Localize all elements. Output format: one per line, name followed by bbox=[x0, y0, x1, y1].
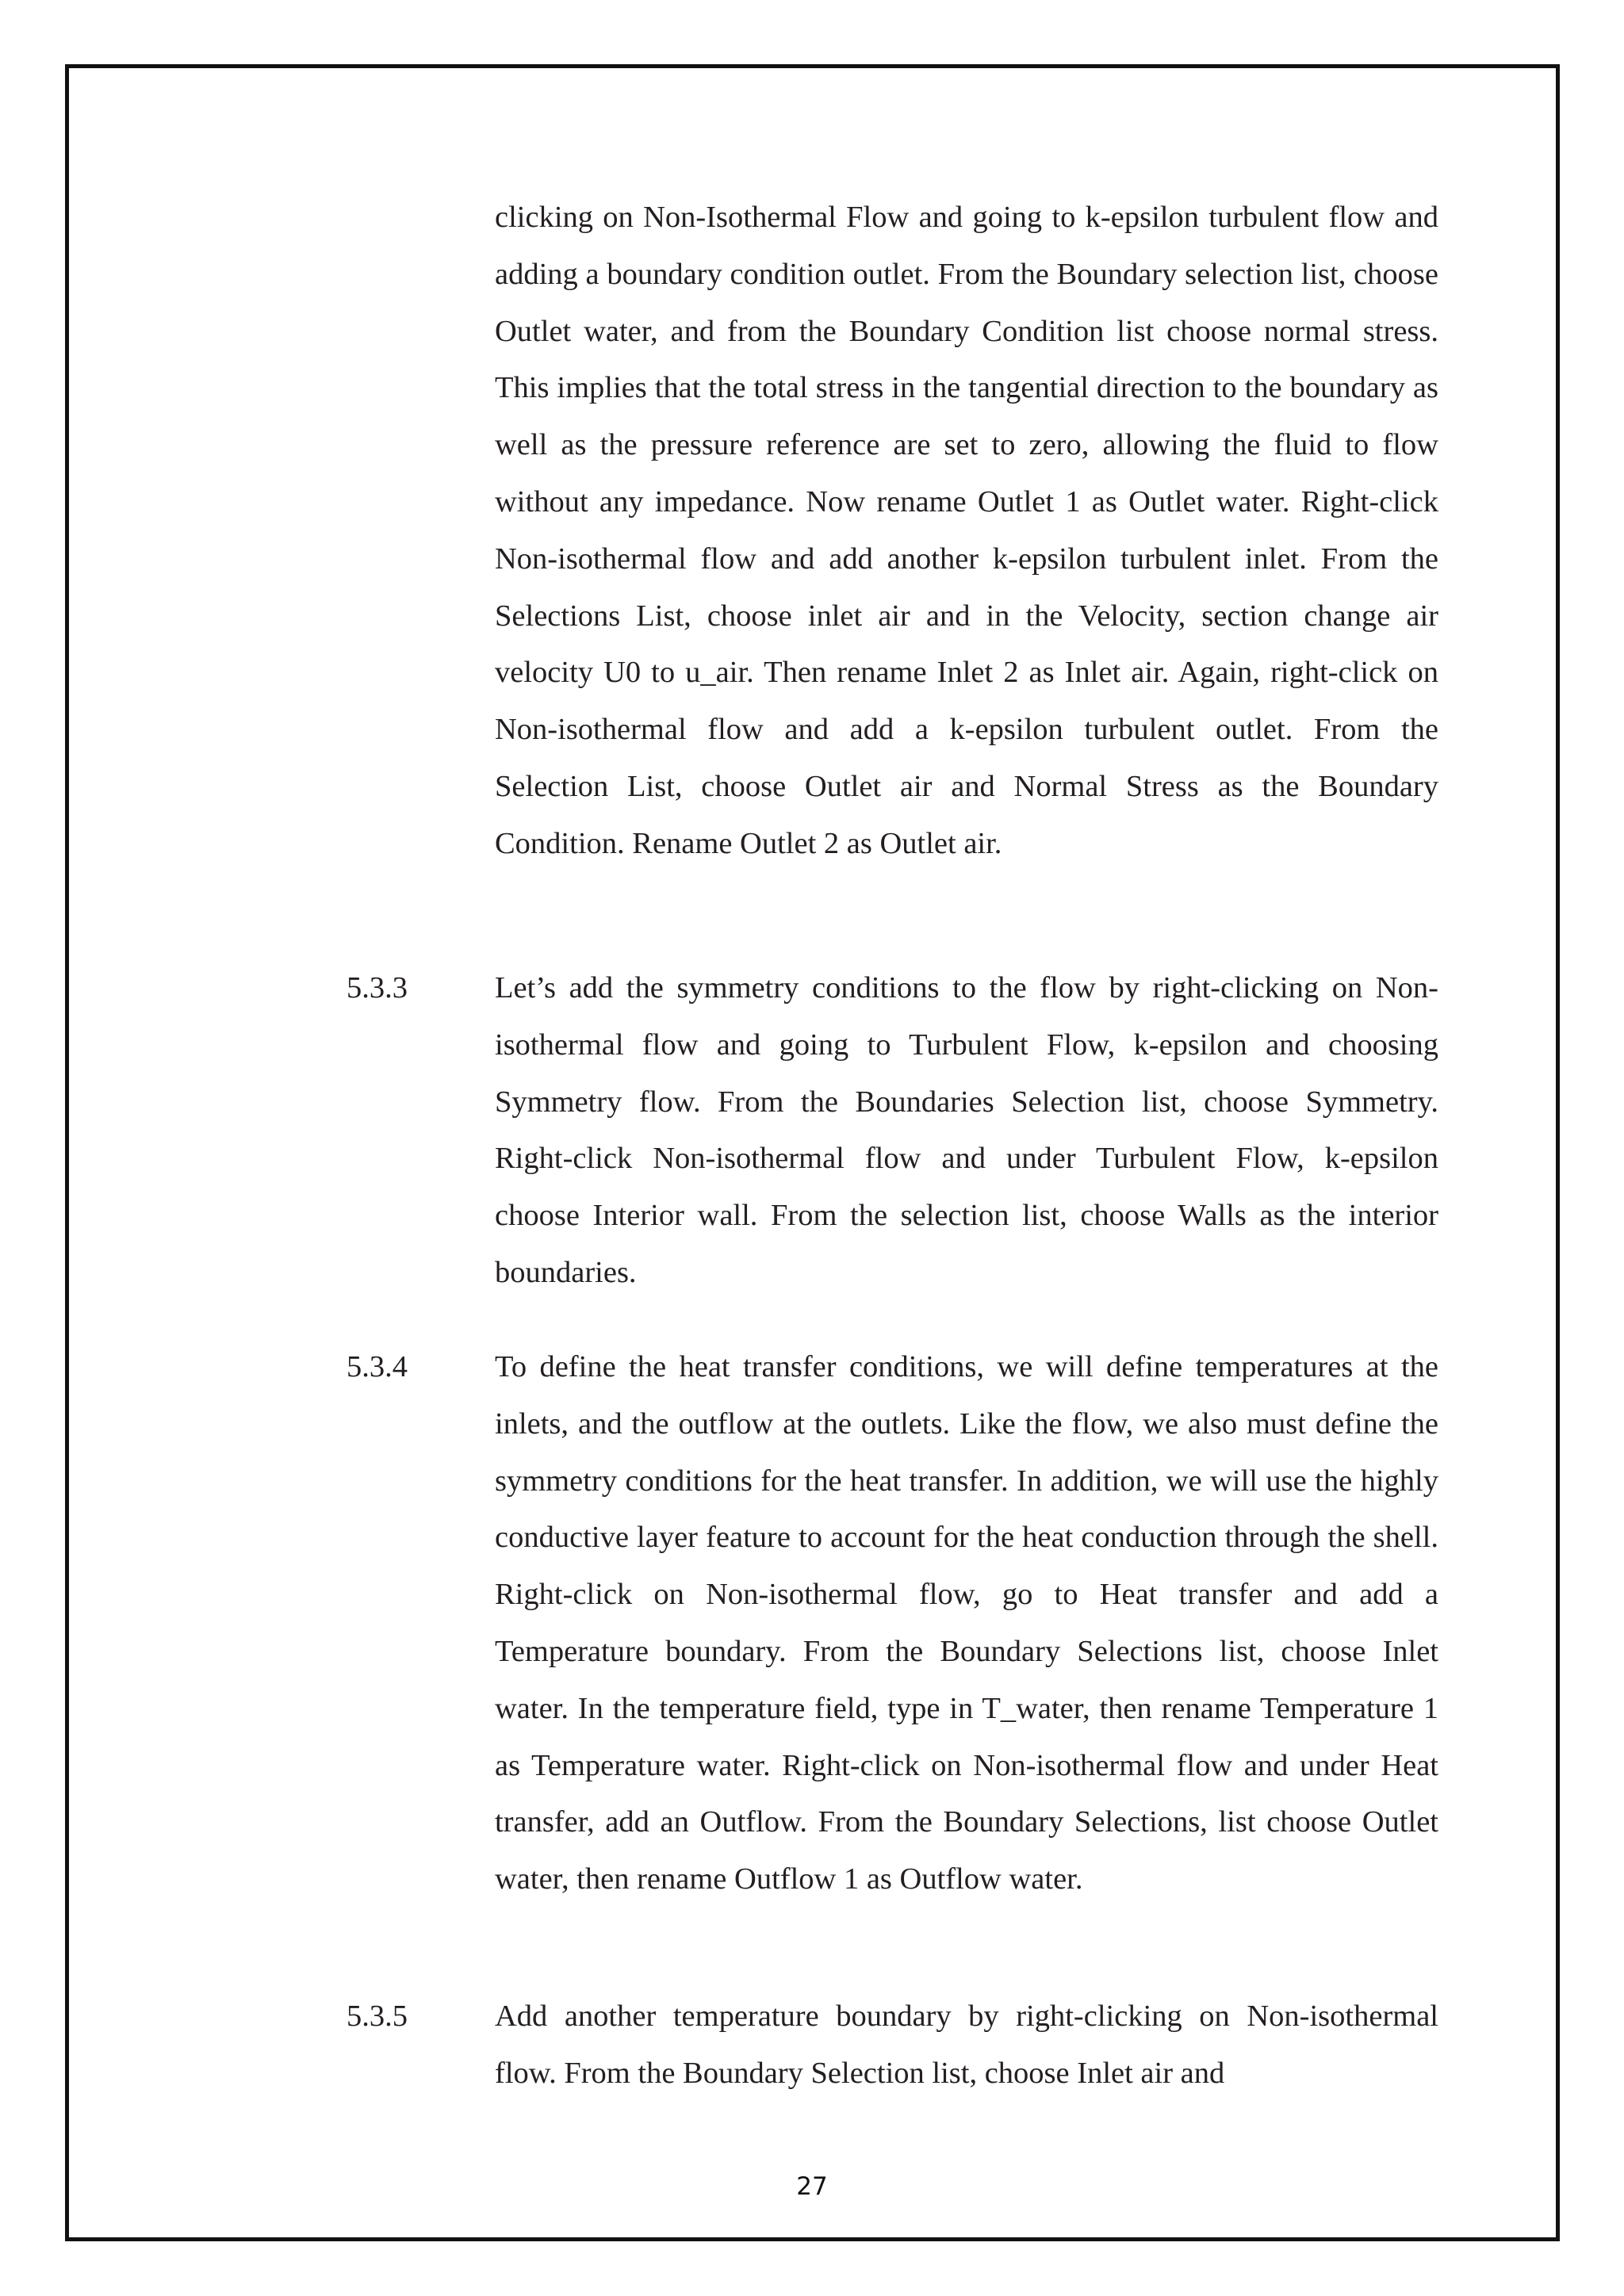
section-paragraph: To define the heat transfer conditions, we will define temperatures at the inlets, and the outflow at the outlets. Like the flow, we also must define the symmetry conditions for the heat transfer. In addition, we will use the highly conductive layer feature to account for the heat conduction through the shell. Right-click on Non-isothermal flow, go to Heat transfer and add a Temperature boundary. From the Boundary Selections list, choose Inlet water. In the temperature field, type in T_water, then rename Temperature 1 as Temperature water. Right-click on Non-isothermal flow and under Heat transfer, add an Outflow. From the Boundary Selections, list choose Outlet water, then rename Outflow 1 as Outflow water. bbox=[495, 1350, 1438, 1896]
section-number: 5.3.5 bbox=[347, 1999, 408, 2033]
page-number: 27 bbox=[796, 2172, 828, 2201]
section-paragraph: Let’s add the symmetry conditions to the flow by right-clicking on Non-isothermal flow and going to Turbulent Flow, k-epsilon and choosing Symmetry flow. From the Boundaries Selection list, choose Symmetry. Right-click Non-isothermal flow and under Turbulent Flow, k-epsilon choose Interior wall. From the selection list, choose Walls as the interior boundaries. bbox=[495, 971, 1438, 1289]
section-number: 5.3.4 bbox=[347, 1350, 408, 1383]
section-number: 5.3.3 bbox=[347, 971, 408, 1004]
continuation-paragraph: clicking on Non-Isothermal Flow and going to k-epsilon turbulent flow and adding a boundary condition outlet. From the Boundary selection list, choose Outlet water, and from the Boundary Condition list choose normal stress. This implies that the total stress in the tangential direction to the boundary as well as the pressure reference are set to zero, allowing the fluid to flow without any impedance. Now rename Outlet 1 as Outlet water. Right-click Non-isothermal flow and add another k-epsilon turbulent inlet. From the Selections List, choose inlet air and in the Velocity, section change air velocity U0 to u_air. Then rename Inlet 2 as Inlet air. Again, right-click on Non-isothermal flow and add a k-epsilon turbulent outlet. From the Selection List, choose Outlet air and Normal Stress as the Boundary Condition. Rename Outlet 2 as Outlet air. bbox=[495, 201, 1438, 860]
section-paragraph: Add another temperature boundary by right-clicking on Non-isothermal flow. From the Boundary Selection list, choose Inlet air and bbox=[495, 1999, 1438, 2090]
